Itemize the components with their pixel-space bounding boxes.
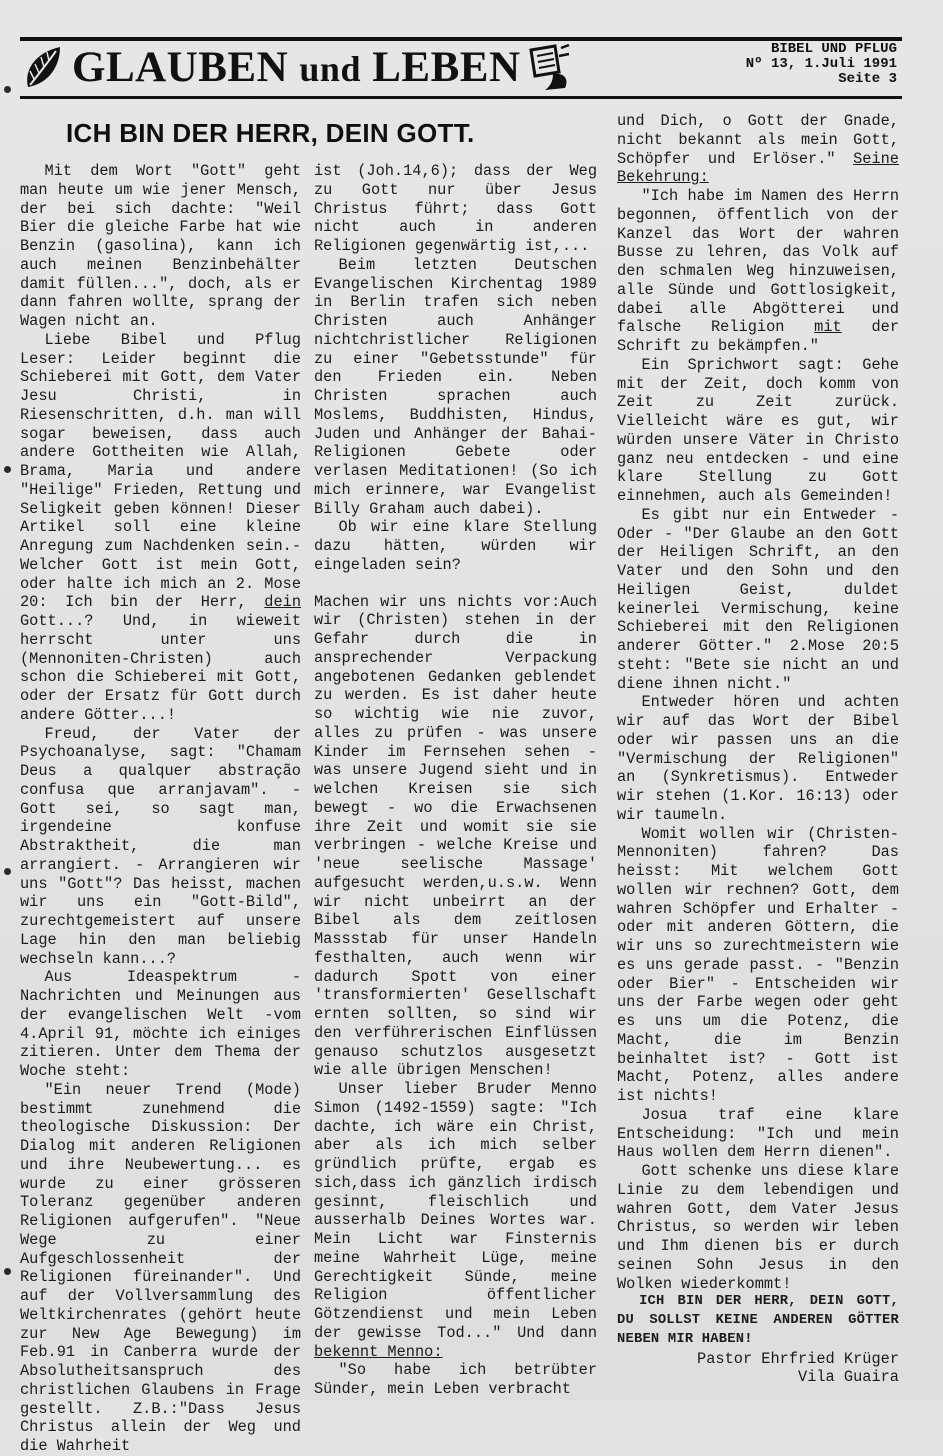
paragraph: Beim letzten Deutschen Evangelischen Kirchentag 1989 in Berlin trafen sich neben Christen auch Anhänger nichtchristlicher Religionen zu einer "Gebetsstunde" für den Frieden ein. Neben Christen sprachen auch Moslems, Buddhisten, Hindus, Juden und Anhänger der Bahai-Religionen Gebete oder verlasen Meditationen! (So ich mich erinnere, war Evangelist Billy Graham auch dabei). — [314, 255, 597, 518]
article-headline: ICH BIN DER HERR, DEIN GOTT. — [66, 118, 475, 148]
closing-statement: ICH BIN DER HERR, DEIN GOTT, DU SOLLST KEINE ANDEREN GÖTTER NEBEN MIR HABEN! — [617, 1294, 899, 1347]
paragraph: Liebe Bibel und Pflug Leser: Leider beginnt die Schieberei mit Gott, dem Vater Jesu Christi, in Riesenschritten, d.h. man will sogar beweisen, dass auch andere Gottheiten wie Allah, Brama, Maria und andere "Heilige" Frieden, Rettung und Seligkeit geben können! Dieser Artikel soll eine kleine Anregung zum Nachdenken sein.- Welcher Gott ist mein Gott, oder halte ich mich an 2. Mose 20: Ich bin der Herr, dein Gott...? Und, in wieweit herrscht unter uns (Mennoniten-Christen) auch schon die Schieberei mit Gott, oder der Ersatz für Gott durch andere Götter...! — [20, 330, 301, 724]
paragraph: "Ein neuer Trend (Mode) bestimmt zunehmend die theologische Diskussion: Der Dialog mit anderen Religionen und ihre Neubewertung... es wurde zu einer grösseren Toleranz gegenüber anderen Religionen aufgerufen". "Neue Wege zu einer Aufgeschlossenheit der Religionen füreinander". Und auf der Vollversammlung des Weltkirchenrates (gehört heute zur New Age Bewegung) im Feb.91 in Canberra wurde der Absolutheitsanspruch des christlichen Glaubens in Frage gestellt. Z.B.:"Dass Jesus Christus allein der Weg und die Wahrheit — [20, 1080, 301, 1455]
paragraph: Josua traf eine klare Entscheidung: "Ich und mein Haus wollen dem Herrn dienen". — [617, 1105, 899, 1162]
author-name: Pastor Ehrfried Krüger — [697, 1349, 899, 1368]
paragraph: und Dich, o Gott der Gnade, nicht bekannt als mein Gott, Schöpfer und Erlöser." Seine Bekehrung: — [617, 112, 899, 187]
paragraph: Unser lieber Bruder Menno Simon (1492-1559) sagte: "Ich dachte, ich wäre ein Christ, aber als ich mich selber gründlich prüfte, ergab es sich,dass ich gänzlich irdisch gesinnt, fleischlich und ausserhalb Deines Wortes war. Mein Licht war Finsternis meine Wahrheit Lüge, meine Gerechtigkeit Sünde, meine Religion öffentlicher Götzendienst und mein Leben der gewisse Tod..." Und dann bekennt Menno: — [314, 1080, 597, 1361]
article-column-3 — [617, 112, 899, 1387]
article-column-2 — [314, 162, 597, 1399]
paragraph: Freud, der Vater der Psychoanalyse, sagt: "Chamam Deus a qualquer abstração confusa que arranjavam". - Gott sei, so sagt man, irgendeine konfuse Abstraktheit, die man arrangiert. - Arrangieren wir uns "Gott"? Das heisst, machen wir uns ein "Gott-Bild", zurechtgemeistert auf unsere Lage hin den man beliebig wechseln kann...? — [20, 724, 301, 968]
masthead — [20, 38, 573, 98]
paragraph: Womit wollen wir (Christen-Mennoniten) fahren? Das heisst: Mit welchem Gott wollen wir rechnen? Gott, dem wahren Schöpfer und Erhalter - oder mit anderen Göttern, die wir uns so zurechtmeistern wie es uns gerade passt. - "Benzin oder Bier" - Entscheiden wir uns der Farbe wegen oder geht es uns um die Potenz, die Macht, die im Benzin beinhaltet ist? - Gott ist Macht, Potenz, alles andere ist nichts! — [617, 824, 899, 1105]
masthead-title: GLAUBEN und LEBEN — [72, 43, 521, 91]
paragraph: Gott schenke uns diese klare Linie zu dem lebendigen und wahren Gott, dem Vater Jesus Christus, so werden wir leben und Ihm dienen bis er durch seinen Sohn Jesus in den Wolken wiederkommt! — [617, 1162, 899, 1293]
paragraph: Es gibt nur ein Entweder - Oder - "Der Glaube an den Gott der Heiligen Schrift, an den Vater und den Sohn und den Heiligen Geist, duldet keinerlei Vermischung, keine Schieberei mit den Religionen anderer Götter." 2.Mose 20:5 steht: "Bete sie nicht an und diene ihnen nicht." — [617, 505, 899, 693]
paragraph: ist (Joh.14,6); dass der Weg zu Gott nur über Jesus Christus führt; dass Gott nicht auch in anderen Religionen gegenwärtig ist,... — [314, 162, 597, 255]
paragraph: Machen wir uns nichts vor:Auch wir (Christen) stehen in der Gefahr durch die in ansprechender Verpackung angebotenen Gedanken geblendet zu werden. Es ist daher heute so wichtig wie nie zuvor, alles zu prüfen - was unsere Kinder im Fernsehen sehen - was unsere Jugend sieht und in welchen Kreisen sie sich bewegt - wo die Erwachsenen ihre Zeit und womit sie sie verbringen - welche Kreise und 'neue seelische Massage' aufgesucht werden,u.s.w. Wenn wir nicht unbeirrt an der Bibel als dem zeitlosen Massstab für unser Handeln festhalten, auch wenn wir dadurch Spott von einer 'transformierten' Gesellschaft ernten sollten, so sind wir den verführerischen Einflüssen genauso schutzlos ausgesetzt wie alle übrigen Menschen! — [314, 592, 597, 1080]
issue-number-date: Nº 13, 1.Juli 1991 — [745, 56, 897, 72]
binder-hole — [4, 868, 11, 875]
paragraph: Ob wir eine klare Stellung dazu hätten, würden wir eingeladen sein? — [314, 518, 597, 574]
author-place: Vila Guaira — [798, 1368, 899, 1387]
paragraph: Aus Ideaspektrum - Nachrichten und Meinungen aus der evangelischen Welt -vom 4.April 91, möchte ich einiges zitieren. Unter dem Thema der Woche steht: — [20, 968, 301, 1080]
paragraph: "So habe ich betrübter Sünder, mein Leben verbracht — [314, 1361, 597, 1398]
paragraph: "Ich habe im Namen des Herrn begonnen, öffentlich von der Kanzel das Wort der wahren Busse zu lehren, das Volk auf den schmalen Weg hinzuweisen, alle Sünde und Gottlosigkeit, dabei alle Abgötterei und falsche Religion mit der Schrift zu bekämpfen." — [617, 187, 899, 355]
paragraph: Ein Sprichwort sagt: Gehe mit der Zeit, doch komm von Zeit zu Zeit zurück. Vielleicht wäre es gut, wir würden unsere Väter in Christo ganz neu entdecken - und eine klare Stellung zu Gott einnehmen, auch als Gemeinden! — [617, 355, 899, 505]
paragraph: Mit dem Wort "Gott" geht man heute um wie jener Mensch, der bei sich dachte: "Weil Bier die gleiche Farbe hat wie Benzin (gasolina), kann ich auch meinen Benzinbehälter damit füllen...", doch, als er dann fahren wollte, sprang der Wagen nicht an. — [20, 162, 301, 330]
issue-info — [746, 42, 897, 87]
binder-hole — [4, 466, 11, 473]
article-column-1 — [20, 162, 301, 1456]
wheat-leaf-icon — [20, 43, 68, 93]
page-number: Seite 3 — [838, 71, 897, 87]
publication-name: BIBEL UND PFLUG — [770, 41, 897, 57]
binder-hole — [4, 86, 11, 93]
bible-plow-emblem-icon — [525, 42, 573, 94]
binder-hole — [4, 1268, 11, 1275]
paragraph: Entweder hören und achten wir auf das Wort der Bibel oder wir passen uns an die "Vermischung der Religionen" an (Synkretismus). Entweder wir stehen (1.Kor. 16:13) oder wir taumeln. — [617, 693, 899, 824]
